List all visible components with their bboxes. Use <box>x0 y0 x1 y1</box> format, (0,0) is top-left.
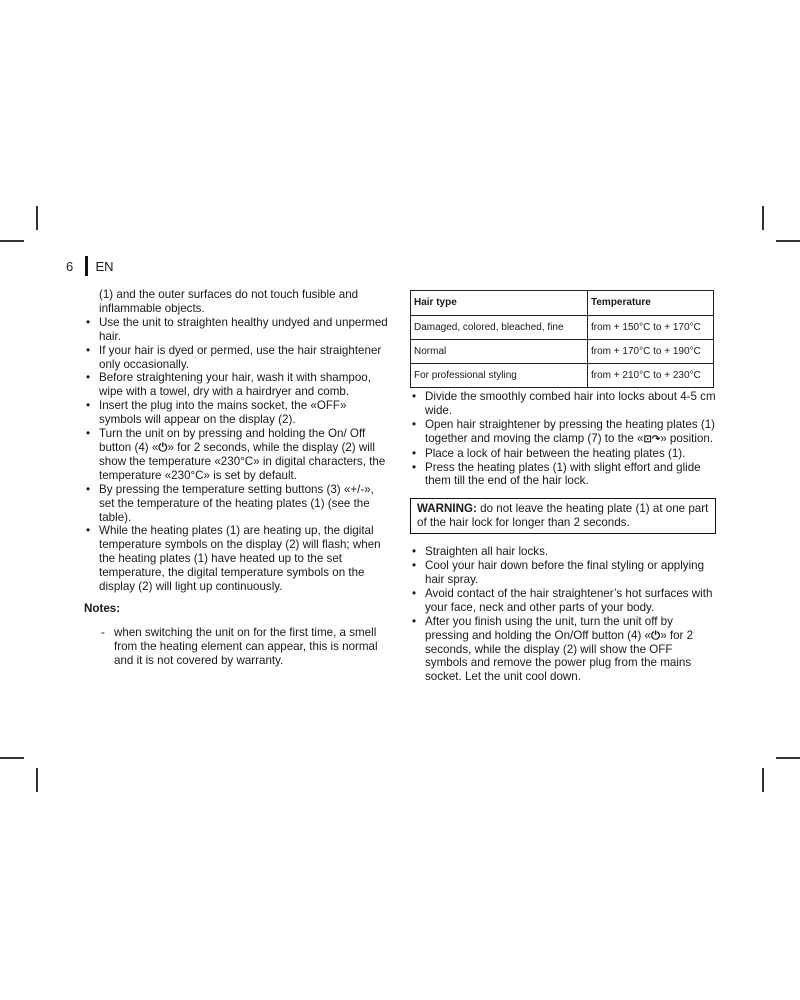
warning-text: do not leave the heating plate (1) at one part of the hair lock for longer than 2 seconds. <box>417 502 709 530</box>
table-header-cell: Hair type <box>411 291 588 316</box>
temperature-table <box>410 290 714 388</box>
list-item: • Use the unit to straighten healthy undyed and unpermed hair. <box>84 316 390 344</box>
instruction-list <box>84 316 390 594</box>
list-item: • Insert the plug into the mains socket, the «OFF» symbols will appear on the display (2). <box>84 399 390 427</box>
warning-label: WARNING: <box>417 502 477 516</box>
list-item <box>410 615 716 685</box>
list-item: • Straighten all hair locks. <box>410 545 716 559</box>
table-cell: Damaged, colored, bleached, fine <box>411 316 588 340</box>
crop-mark <box>0 757 24 759</box>
table-cell: from + 210°C to + 230°C <box>588 364 714 388</box>
list-item: • Divide the smoothly combed hair into locks about 4-5 cm wide. <box>410 390 716 418</box>
table-cell: from + 170°C to + 190°C <box>588 340 714 364</box>
list-item: • Cool your hair down before the final styling or applying hair spray. <box>410 559 716 587</box>
continuation-text: (1) and the outer surfaces do not touch fusible and inflammable objects. <box>99 288 359 315</box>
page-number: 6 <box>66 258 74 274</box>
list-item-text: » for 2 seconds, while the display (2) will show the OFF symbols and remove the power plug from the mains socket. Let the unit cool down. <box>425 628 694 684</box>
list-item-text: » for 2 seconds, while the display (2) will show the temperature «230°C» in digital characters, the temperature «230°C» is set by default. <box>99 440 386 482</box>
instruction-list <box>410 545 716 684</box>
warning-box <box>410 498 716 534</box>
table-row <box>411 364 714 388</box>
table-cell: For professional styling <box>411 364 588 388</box>
table-cell: Normal <box>411 340 588 364</box>
crop-mark <box>36 206 38 230</box>
power-icon: ⏻ <box>158 440 168 454</box>
list-item: • Place a lock of hair between the heating plates (1). <box>410 447 716 461</box>
note-item: - when switching the unit on for the first time, a smell from the heating element can appear, this is normal and it is not covered by warranty. <box>84 626 390 668</box>
table-header-cell: Temperature <box>588 291 714 316</box>
list-item: • While the heating plates (1) are heating up, the digital temperature symbols on the display (2) will flash; when the heating plates (1) have heated up to the set temperature, the digital temperature symbols on the display (2) will light up continuously. <box>84 524 390 594</box>
list-item <box>410 418 716 447</box>
page-header <box>66 256 114 276</box>
list-item-text: Open hair straightener by pressing the heating plates (1) together and moving the clamp (7) to the « <box>425 417 716 445</box>
list-item: • Avoid contact of the hair straightener’s hot surfaces with your face, neck and other parts of your body. <box>410 587 716 615</box>
header-divider <box>85 256 88 276</box>
list-item: • By pressing the temperature setting buttons (3) «+/-», set the temperature of the heating plates (1) (see the table). <box>84 483 390 525</box>
list-item: • Press the heating plates (1) with slight effort and glide them till the end of the hair lock. <box>410 461 716 489</box>
list-item-text: After you finish using the unit, turn the unit off by pressing and holding the On/Off button (4) « <box>425 614 673 642</box>
crop-mark <box>776 757 800 759</box>
list-item: • Before straightening your hair, wash it with shampoo, wipe with a towel, dry with a hairdryer and comb. <box>84 371 390 399</box>
crop-mark <box>762 768 764 792</box>
table-cell: from + 150°C to + 170°C <box>588 316 714 340</box>
list-item: • If your hair is dyed or permed, use the hair straightener only occasionally. <box>84 344 390 372</box>
crop-mark <box>36 768 38 792</box>
table-row <box>411 340 714 364</box>
left-column <box>84 288 390 668</box>
right-column <box>410 290 716 684</box>
power-icon: ⏻ <box>651 628 661 642</box>
crop-mark <box>762 206 764 230</box>
table-row <box>411 316 714 340</box>
list-item-text: » position. <box>660 431 714 445</box>
crop-mark <box>776 240 800 242</box>
table-header-row <box>411 291 714 316</box>
list-item-text: Turn the unit on by pressing and holding the On/ Off button (4) « <box>99 427 366 454</box>
crop-mark <box>0 240 24 242</box>
notes-heading: Notes: <box>84 601 121 615</box>
clamp-lock-icon: ⊡↷ <box>643 433 661 445</box>
instruction-list <box>410 390 716 488</box>
language-code: EN <box>95 258 114 274</box>
list-item <box>84 427 390 483</box>
